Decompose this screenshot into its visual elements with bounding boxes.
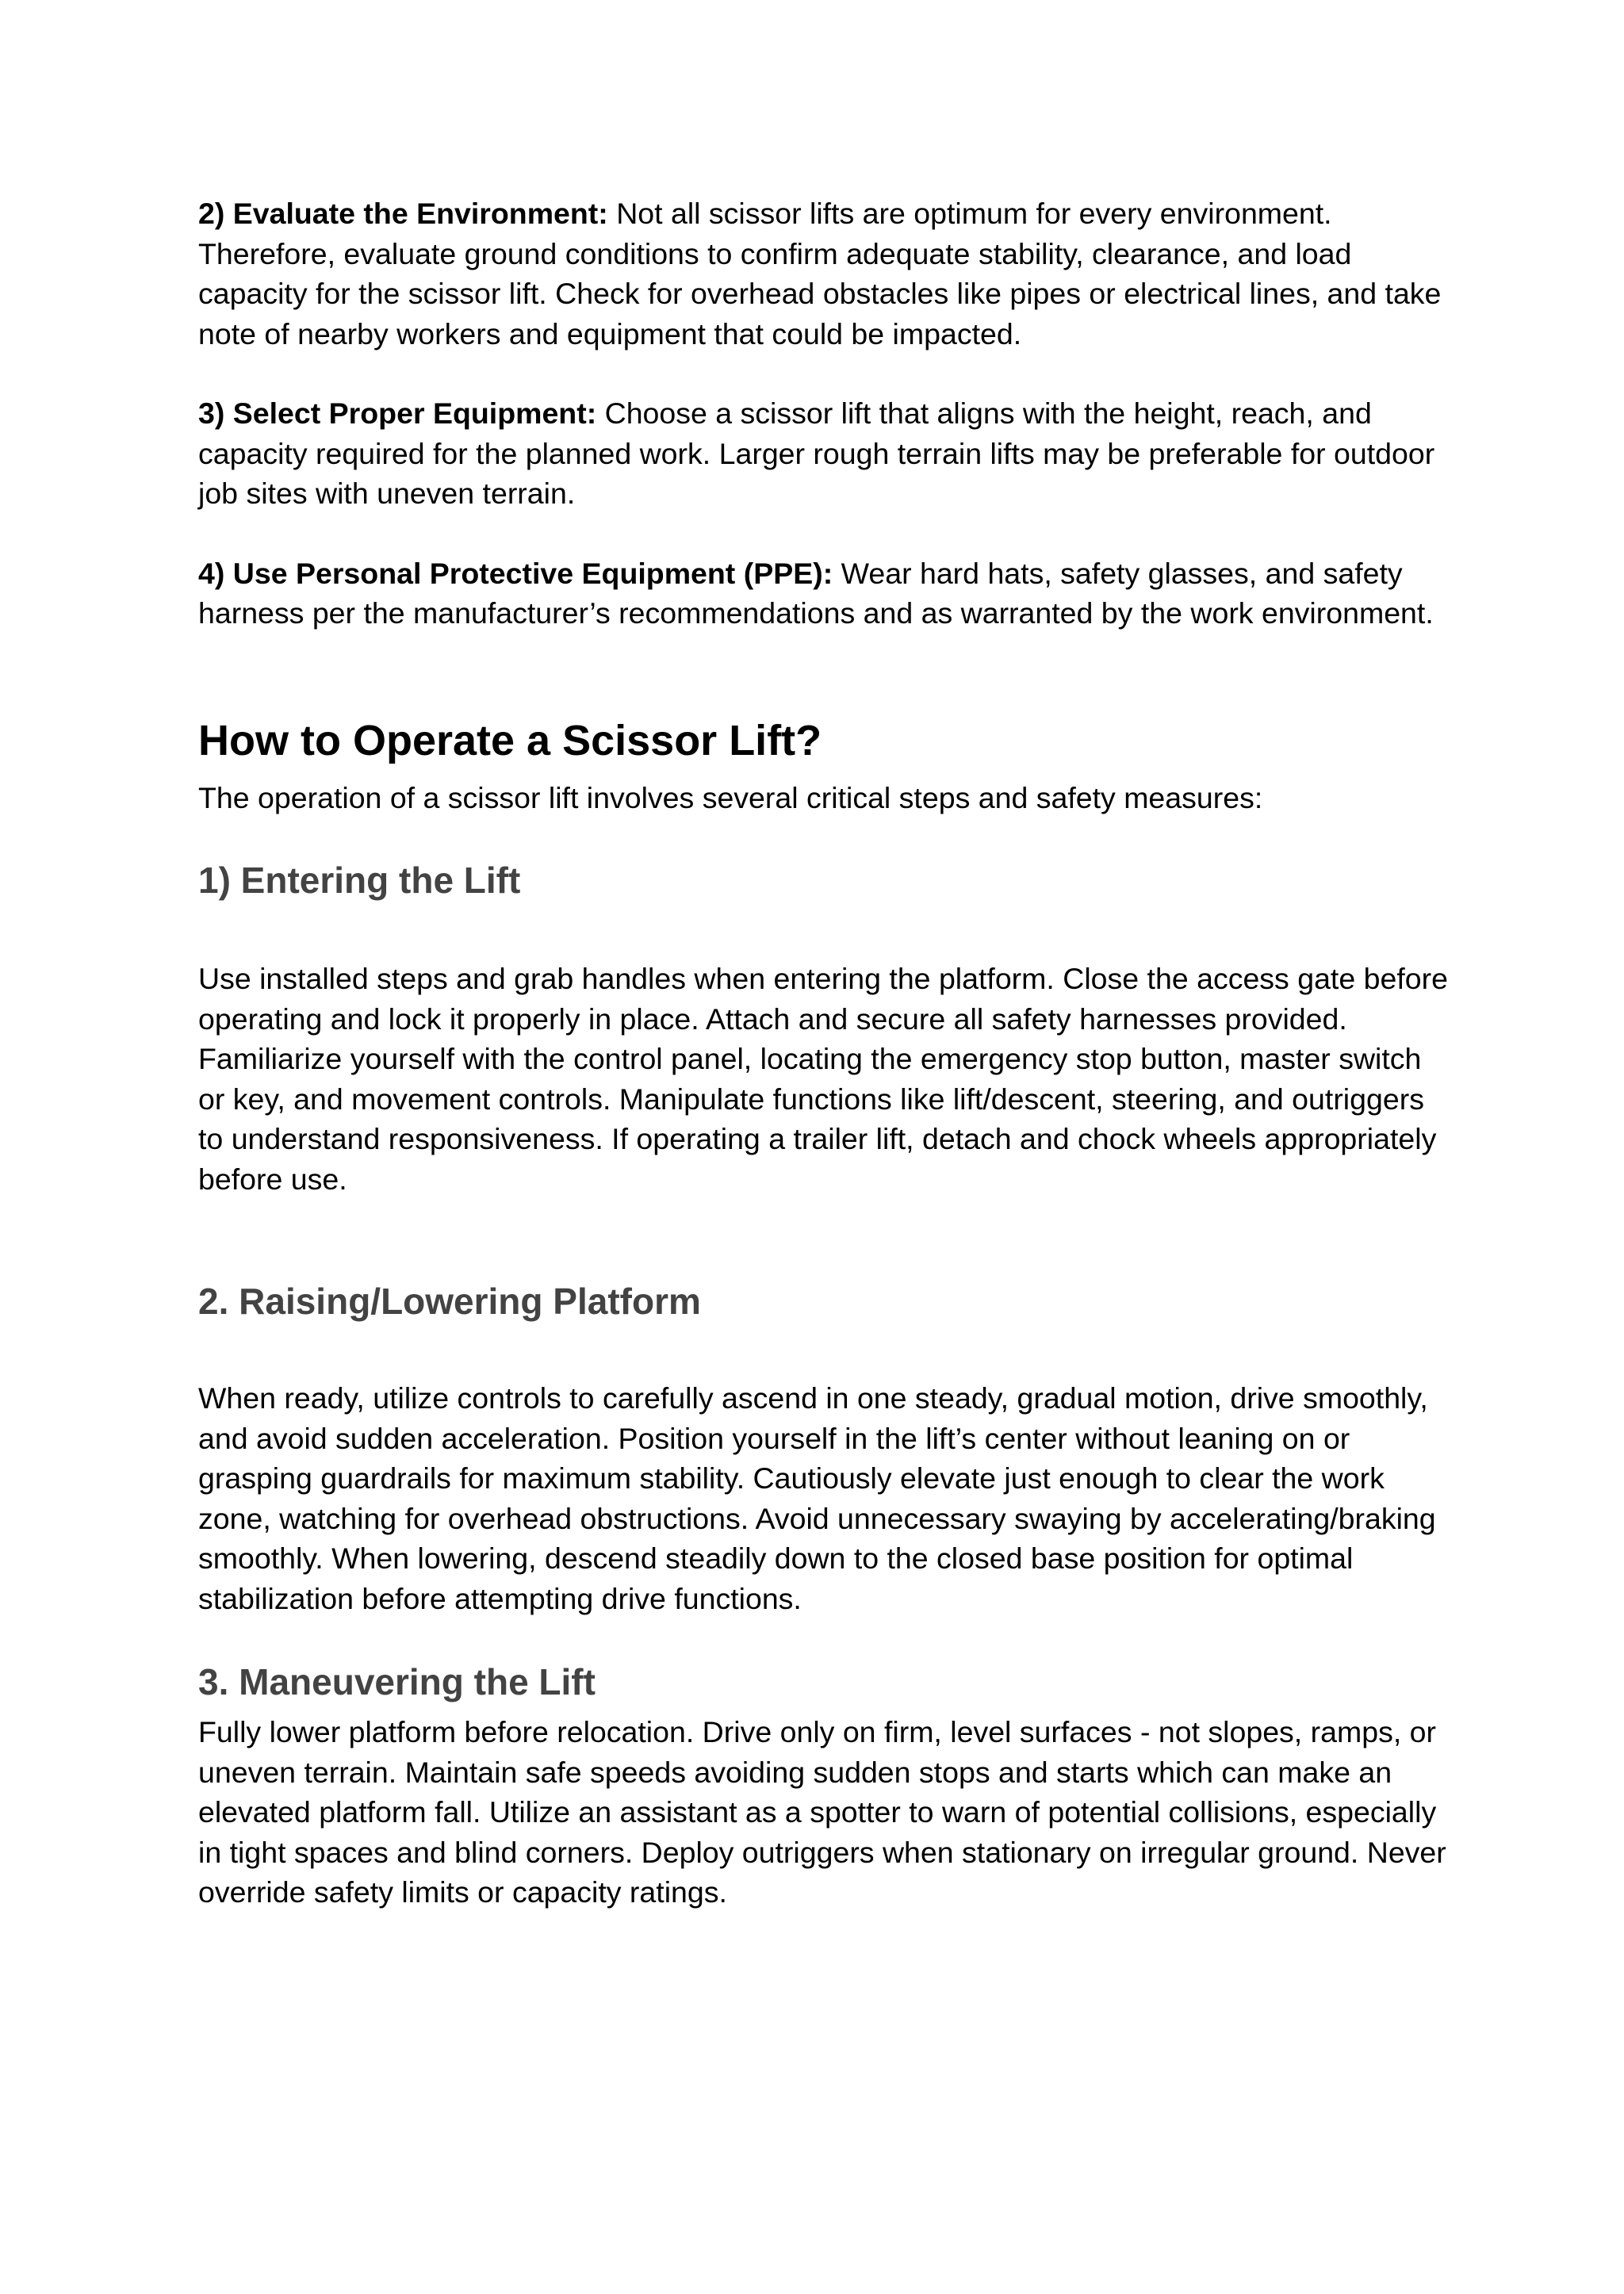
intro-item-label: 3) Select Proper Equipment: bbox=[198, 396, 597, 430]
step-body-entering: Use installed steps and grab handles when entering the platform. Close the access gate before operating and lock it properly in place. Attach and secure all safety harnesses provided. Familiarize yourself with the control panel, locating the emergency stop button, master switch or key, and movement controls. Manipulate functions like lift/descent, steering, and outriggers to understand responsiveness. If operating a trailer lift, detach and chock wheels appropriately before use. bbox=[198, 962, 1448, 1196]
step-heading-maneuvering: 3. Maneuvering the Lift bbox=[198, 1661, 596, 1702]
intro-item-evaluate-environment bbox=[198, 193, 1451, 354]
intro-item-text: Wear hard hats, safety glasses, and safety harness per the manufacturer’s recommendations and as warranted by the work environment. bbox=[198, 556, 1434, 630]
intro-item-use-ppe bbox=[198, 553, 1451, 634]
section-title: How to Operate a Scissor Lift? bbox=[198, 716, 822, 764]
intro-item-label: 2) Evaluate the Environment: bbox=[198, 197, 608, 230]
step-body-maneuvering: Fully lower platform before relocation. Drive only on firm, level surfaces - not slopes, ramps, or uneven terrain. Maintain safe speeds avoiding sudden stops and starts which can make an elevated platform fall. Utilize an assistant as a spotter to warn of potential collisions, especially in tight spaces and blind corners. Deploy outriggers when stationary on irregular ground. Never override safety limits or capacity ratings. bbox=[198, 1715, 1446, 1909]
document-page bbox=[198, 193, 1451, 1913]
intro-item-select-equipment bbox=[198, 393, 1451, 514]
step-body-raising-lowering: When ready, utilize controls to carefully ascend in one steady, gradual motion, drive smoothly, and avoid sudden acceleration. Position yourself in the lift’s center without leaning on or grasping guardrails for maximum stability. Cautiously elevate just enough to clear the work zone, watching for overhead obstructions. Avoid unnecessary swaying by accelerating/braking smoothly. When lowering, descend steadily down to the closed base position for optimal stabilization before attempting drive functions. bbox=[198, 1381, 1436, 1615]
section-intro: The operation of a scissor lift involves several critical steps and safety measures: bbox=[198, 780, 1263, 814]
intro-item-text: Choose a scissor lift that aligns with the height, reach, and capacity required for the planned work. Larger rough terrain lifts may be preferable for outdoor job sites with uneven terrain. bbox=[198, 396, 1435, 510]
intro-item-label: 4) Use Personal Protective Equipment (PPE): bbox=[198, 556, 833, 590]
intro-item-text: Not all scissor lifts are optimum for every environment. Therefore, evaluate ground conditions to confirm adequate stability, clearance, and load capacity for the scissor lift. Check for overhead obstacles like pipes or electrical lines, and take note of nearby workers and equipment that could be impacted. bbox=[198, 197, 1442, 350]
step-heading-raising-lowering: 2. Raising/Lowering Platform bbox=[198, 1281, 701, 1322]
step-heading-entering: 1) Entering the Lift bbox=[198, 860, 521, 901]
